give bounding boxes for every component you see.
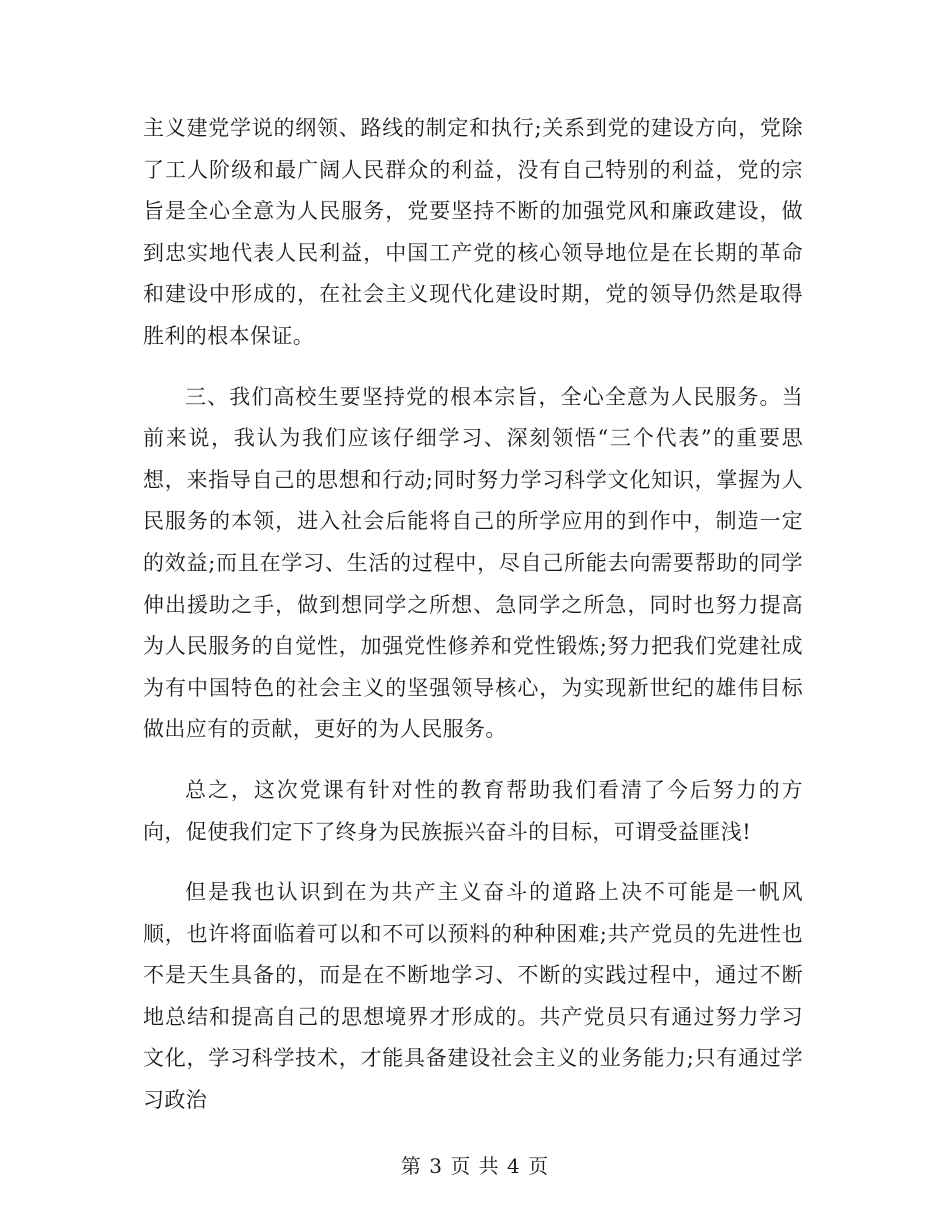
page-number-footer: 第 3 页 共 4 页 bbox=[400, 1154, 550, 1178]
paragraph-continuation: 主义建党学说的纲领、路线的制定和执行;关系到党的建设方向，党除了工人阶级和最广阔人民群众的利益，没有自己特别的利益，党的宗旨是全心全意为人民服务，党要坚持不断的加强党风和廉政建设，做到忠实地代表人民利益，中国工产党的核心领导地位是在长期的革命和建设中形成的，在社会主义现代化建设时期，党的领导仍然是取得胜利的根本保证。 bbox=[143, 116, 803, 348]
paragraph-reflection: 但是我也认识到在为共产主义奋斗的道路上决不可能是一帆风顺，也许将面临着可以和不可以预料的种种困难;共产党员的先进性也不是天生具备的，而是在不断地学习、不断的实践过程中，通过不断地总结和提高自己的思想境界才形成的。共产党员只有通过努力学习文化，学习科学技术，才能具备建设社会主义的业务能力;只有通过学习政治 bbox=[143, 880, 803, 1113]
document-body bbox=[143, 108, 803, 1141]
paragraph-summary: 总之，这次党课有针对性的教育帮助我们看清了今后努力的方向，促使我们定下了终身为民族振兴奋斗的目标，可谓受益匪浅! bbox=[143, 777, 803, 844]
paragraph-section-three: 三、我们高校生要坚持党的根本宗旨，全心全意为人民服务。当前来说，我认为我们应该仔细学习、深刻领悟“三个代表”的重要思想，来指导自己的思想和行动;同时努力学习科学文化知识，掌握为人民服务的本领，进入社会后能将自己的所学应用的到作中，制造一定的效益;而且在学习、生活的过程中，尽自己所能去向需要帮助的同学伸出援助之手，做到想同学之所想、急同学之所急，同时也努力提高为人民服务的自觉性，加强党性修养和党性锻炼;努力把我们党建社成为有中国特色的社会主义的坚强领导核心，为实现新世纪的雄伟目标做出应有的贡献，更好的为人民服务。 bbox=[143, 384, 803, 742]
